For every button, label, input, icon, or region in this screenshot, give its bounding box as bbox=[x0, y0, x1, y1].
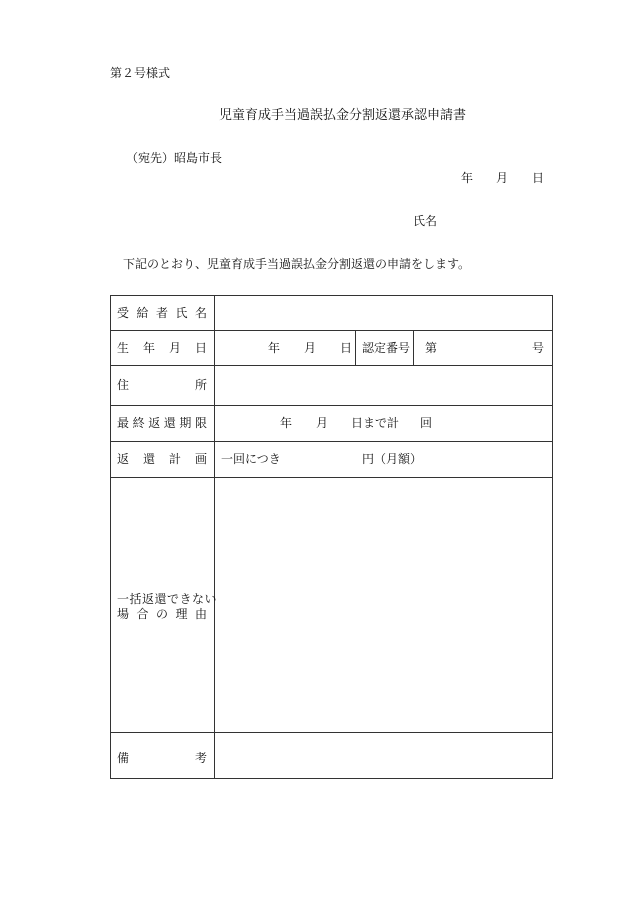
final-deadline-label: 最 終 返 還 期 限 bbox=[117, 416, 207, 430]
address-label: 住 所 bbox=[117, 378, 207, 392]
date-month-label: 月 bbox=[496, 171, 509, 185]
deadline-year-label: 年 bbox=[280, 416, 293, 430]
per-time-label: 一回につき bbox=[221, 452, 281, 466]
deadline-times-label: 回 bbox=[420, 416, 433, 430]
date-year-label: 年 bbox=[461, 171, 474, 185]
repayment-plan-label: 返 還 計 画 bbox=[117, 452, 207, 466]
deadline-until-label: 日まで計 bbox=[351, 416, 400, 430]
cert-number-label: 認定番号 bbox=[362, 341, 411, 355]
date-day-label: 日 bbox=[532, 171, 545, 185]
reason-label-line2: 場 合 の 理 由 bbox=[117, 607, 207, 621]
page-title: 児童育成手当過誤払金分割返還承認申請書 bbox=[219, 108, 467, 123]
birth-date-label: 生 年 月 日 bbox=[117, 341, 207, 355]
deadline-month-label: 月 bbox=[316, 416, 329, 430]
applicant-name-label: 氏名 bbox=[413, 214, 438, 228]
yen-monthly-label: 円（月額） bbox=[362, 452, 423, 466]
remarks-label: 備 考 bbox=[117, 751, 207, 765]
cert-number-prefix: 第 bbox=[425, 341, 438, 355]
recipient-name-label: 受 給 者 氏 名 bbox=[117, 306, 207, 320]
addressee: （宛先）昭島市長 bbox=[126, 151, 223, 165]
birth-month-label: 月 bbox=[304, 341, 317, 355]
application-form-table bbox=[110, 295, 553, 779]
cert-number-suffix: 号 bbox=[532, 341, 545, 355]
form-number: 第２号様式 bbox=[110, 66, 171, 80]
reason-label-line1: 一括返還できない bbox=[117, 592, 218, 606]
birth-day-label: 日 bbox=[340, 341, 353, 355]
birth-year-label: 年 bbox=[268, 341, 281, 355]
intro-text: 下記のとおり、児童育成手当過誤払金分割返還の申請をします。 bbox=[123, 257, 471, 271]
